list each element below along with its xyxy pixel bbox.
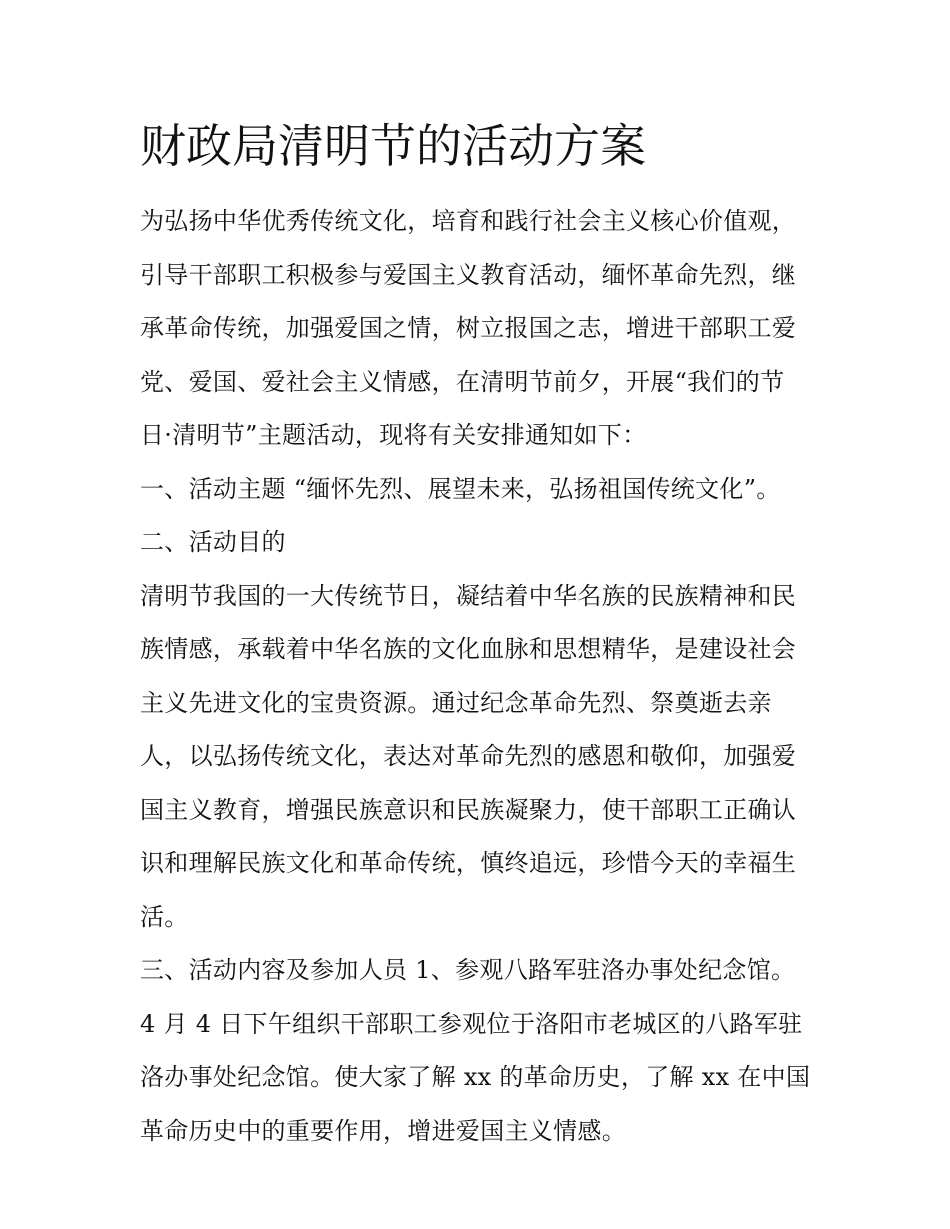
paragraph-line: 为弘扬中华优秀传统文化，培育和践行社会主义核心价值观， [140, 207, 797, 235]
section-heading-theme: 一、活动主题 “缅怀先烈、展望未来，弘扬祖国传统文化”。 [140, 474, 781, 503]
paragraph-line: 洛办事处纪念馆。使大家了解 xx 的革命历史，了解 xx 在中国 [140, 1063, 811, 1091]
paragraph-line: 引导干部职工积极参与爱国主义教育活动，缅怀革命先烈，继 [140, 260, 797, 289]
paragraph-line: 4 月 4 日下午组织干部职工参观位于洛阳市老城区的八路军驻 [140, 1009, 803, 1038]
paragraph-line: 人，以弘扬传统文化，表达对革命先烈的感恩和敬仰，加强爱 [140, 742, 797, 770]
document-body [140, 195, 820, 1158]
paragraph-line: 承革命传统，加强爱国之情，树立报国之志，增进干部职工爱 [140, 314, 797, 342]
paragraph-line: 清明节我国的一大传统节日，凝结着中华名族的民族精神和民 [140, 581, 797, 610]
paragraph-line: 国主义教育，增强民族意识和民族凝聚力，使干部职工正确认 [140, 795, 797, 824]
paragraph-line: 党、爱国、爱社会主义情感，在清明节前夕，开展“我们的节 [140, 367, 785, 396]
paragraph-line: 活。 [140, 902, 189, 931]
paragraph-line: 革命历史中的重要作用，增进爱国主义情感。 [140, 1116, 626, 1145]
section-heading-content: 三、活动内容及参加人员 1、参观八路军驻洛办事处纪念馆。 [140, 956, 796, 984]
paragraph-line: 识和理解民族文化和革命传统，慎终追远，珍惜今天的幸福生 [140, 849, 797, 877]
document-title: 财政局清明节的活动方案 [140, 119, 646, 173]
section-heading-purpose: 二、活动目的 [140, 528, 286, 556]
paragraph-line: 日·清明节”主题活动，现将有关安排通知如下： [140, 421, 647, 449]
paragraph-line: 主义先进文化的宝贵资源。通过纪念革命先烈、祭奠逝去亲 [140, 688, 772, 717]
paragraph-line: 族情感，承载着中华名族的文化血脉和思想精华，是建设社会 [140, 635, 797, 663]
